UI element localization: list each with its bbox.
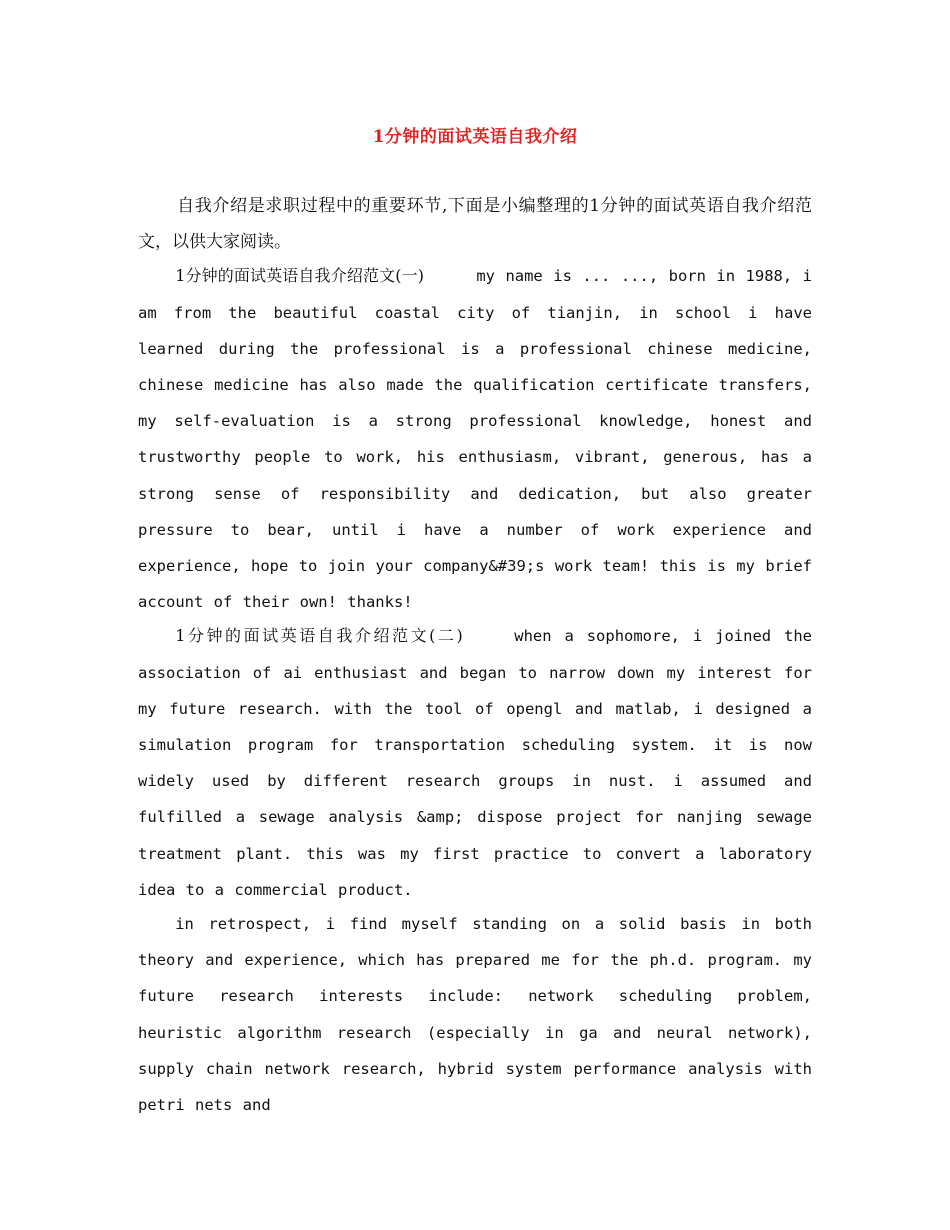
- sample-one-paragraph: [138, 258, 812, 620]
- retrospect-paragraph: in retrospect, i find myself standing on a solid basis in both theory and experience, which has prepared me for the ph.d. program. my future research interests include: network scheduling problem, heuristic algorithm research (especially in ga and neural network), supply chain network research, hybrid system performance analysis with petri nets and: [138, 915, 812, 1115]
- intro-paragraph: 自我介绍是求职过程中的重要环节,下面是小编整理的1分钟的面试英语自我介绍范文，以供大家阅读。: [138, 196, 812, 253]
- sample-two-paragraph: [138, 618, 812, 908]
- document-title: 1分钟的面试英语自我介绍: [372, 127, 578, 147]
- sample-two-heading: 1分钟的面试英语自我介绍范文(二): [175, 626, 463, 646]
- sample-one-text: my name is ... ..., born in 1988, i am from the beautiful coastal city of tianjin, in school i have learned during the professional is a professional chinese medicine, chinese medicine has also made the qualification certificate transfers, my self-evaluation is a strong professional knowledge, honest and trustworthy people to work, his enthusiasm, vibrant, generous, has a strong sense of responsibility and dedication, but also greater pressure to bear, until i have a number of work experience and experience, hope to join your company&#39;s work team! this is my brief account of their own! thanks!: [138, 267, 812, 612]
- document-body: [138, 188, 812, 1121]
- sample-two-text: when a sophomore, i joined the association of ai enthusiast and began to narrow down my interest for my future research. with the tool of opengl and matlab, i designed a simulation program for transportation scheduling system. it is now widely used by different research groups in nust. i assumed and fulfilled a sewage analysis &amp; dispose project for nanjing sewage treatment plant. this was my first practice to convert a laboratory idea to a commercial product.: [138, 627, 812, 899]
- sample-one-heading: 1分钟的面试英语自我介绍范文(一): [175, 266, 424, 286]
